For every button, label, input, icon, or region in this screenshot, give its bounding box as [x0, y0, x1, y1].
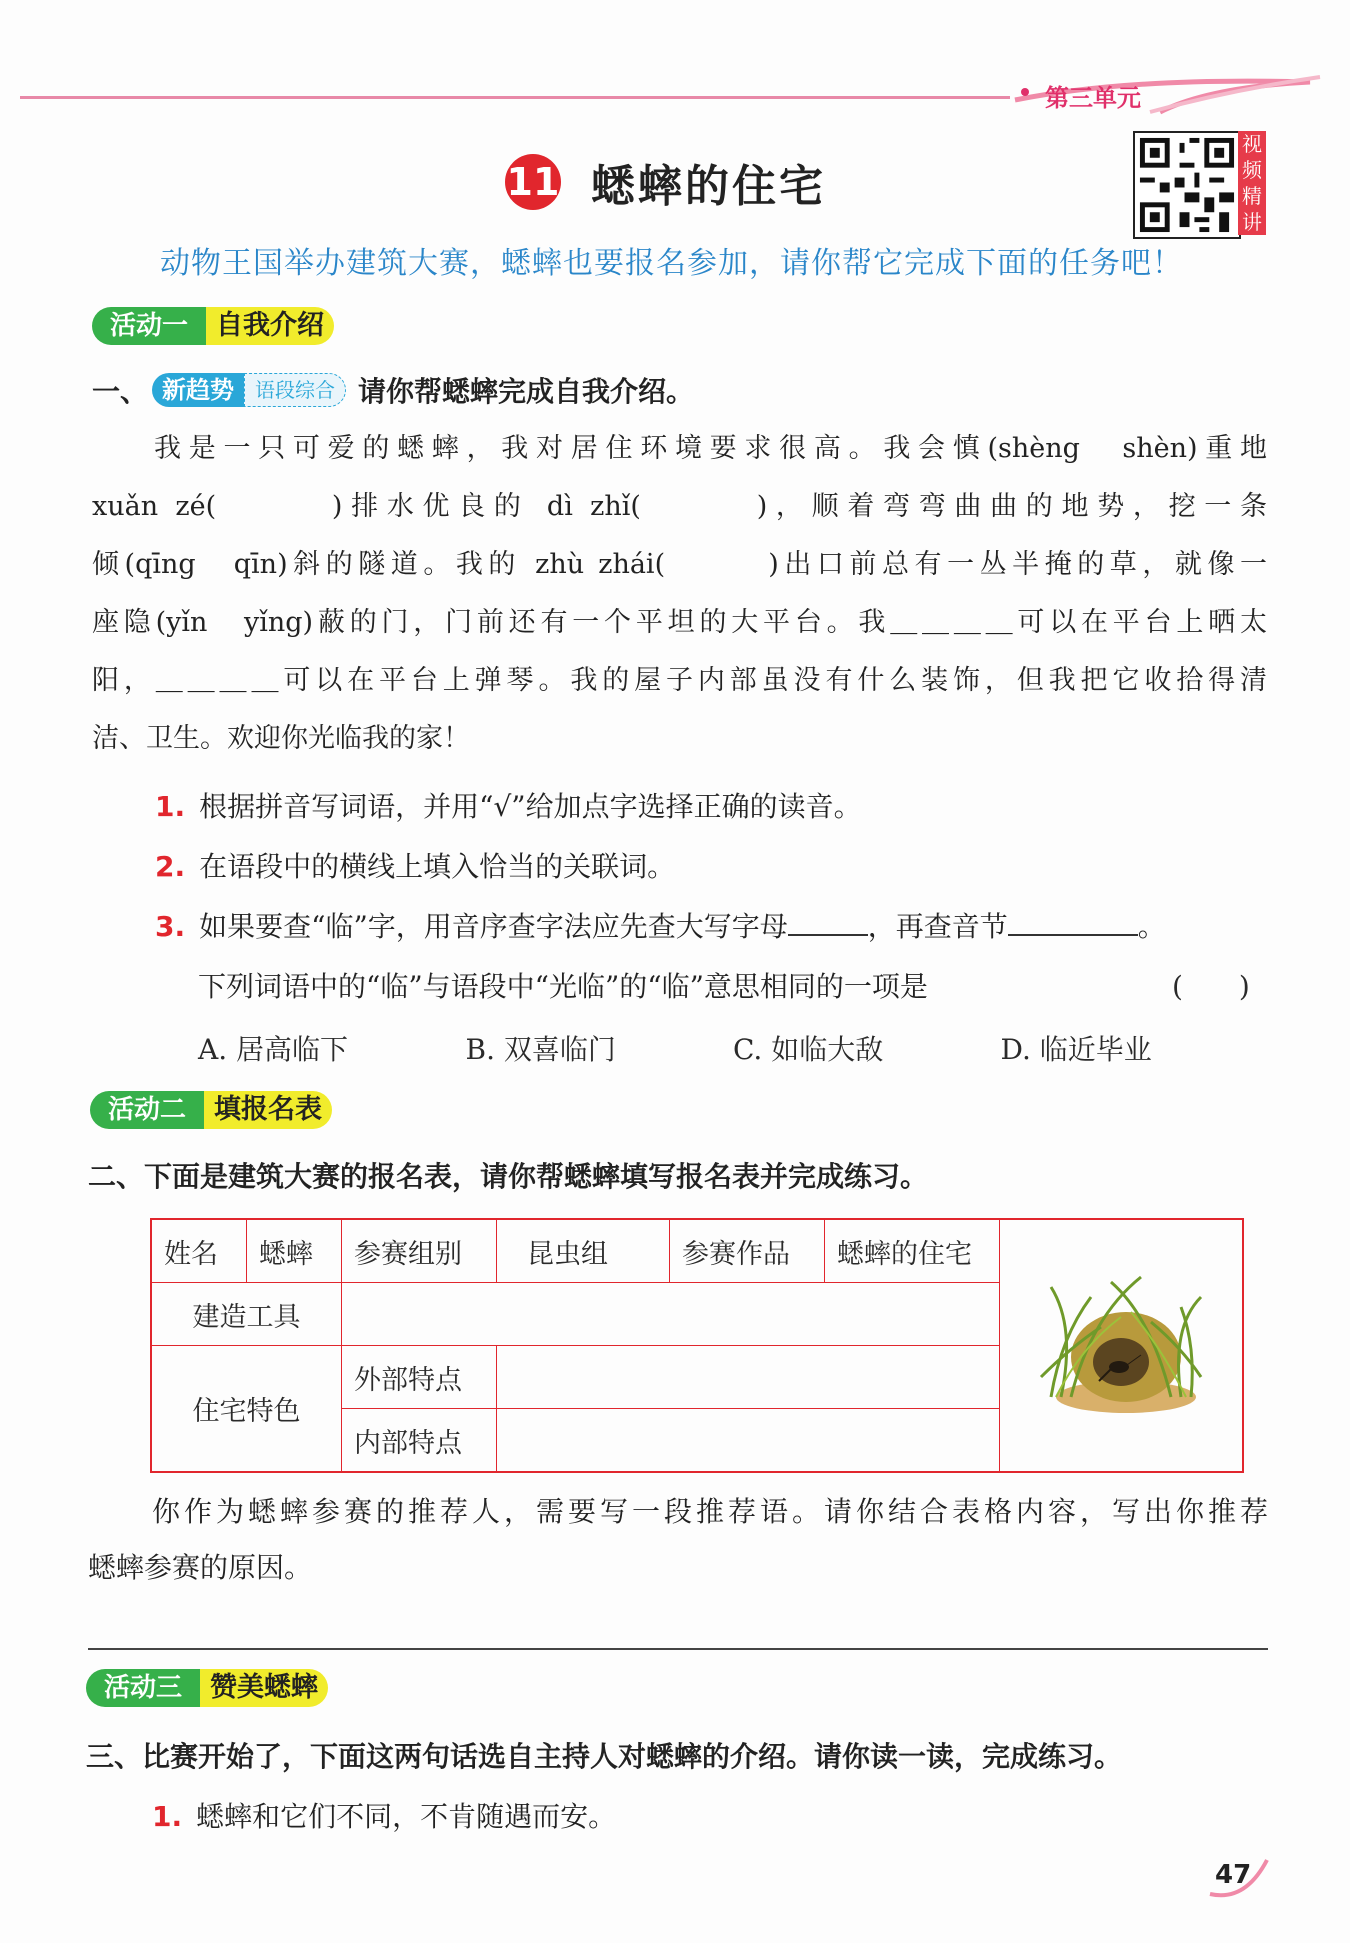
activity-1-header	[92, 306, 334, 346]
passage-line: 座隐(yǐn yǐng)蔽的门，门前还有一个平坦的大平台。我＿＿＿＿可以在平台上晒太	[92, 607, 1267, 638]
option-c[interactable]: C. 如临大敌	[733, 1033, 884, 1066]
item-number: 1.	[155, 790, 186, 823]
question-1-prefix: 一、	[92, 375, 149, 408]
activity-1-pill: 活动一	[92, 307, 206, 345]
lesson-number: 11	[505, 154, 561, 210]
activity-2-pill: 活动二	[90, 1091, 204, 1129]
item-text: 蟋蟀和它们不同，不肯随遇而安。	[196, 1800, 617, 1833]
passage-line: 阳，＿＿＿＿可以在平台上弹琴。我的屋子内部虽没有什么装饰，但我把它收拾得清	[92, 665, 1267, 696]
qr-code-icon[interactable]	[1133, 131, 1241, 239]
item-text: 。	[1137, 910, 1166, 943]
prompt-line: 蟋蟀参赛的原因。	[88, 1551, 313, 1584]
page-number: 47	[1215, 1860, 1252, 1890]
cell-tool-label: 建造工具	[151, 1283, 342, 1346]
q1-item-2	[155, 845, 675, 885]
cell-inner-label: 内部特点	[342, 1409, 497, 1473]
activity-1-name: 自我介绍	[206, 307, 334, 345]
cell-feature-label: 住宅特色	[151, 1346, 342, 1473]
recommendation-prompt	[88, 1484, 1268, 1596]
passage-line: xuǎn zé( )排水优良的 dì zhǐ( )，顺着弯弯曲曲的地势，挖一条	[92, 491, 1267, 522]
unit-label: 第三单元	[1045, 84, 1141, 112]
passage	[92, 420, 1267, 768]
grass-burrow-image	[1031, 1257, 1211, 1427]
cell-group-label: 参赛组别	[342, 1219, 497, 1283]
item-text: 根据拼音写词语，并用“√”给加点字选择正确的读音。	[199, 790, 862, 823]
activity-3-header	[86, 1668, 328, 1708]
activity-3-pill: 活动三	[86, 1669, 200, 1707]
item-text: 如果要查“临”字，用音序查字法应先查大写字母	[199, 910, 788, 943]
activity-2-name: 填报名表	[204, 1091, 332, 1129]
cell-work-value: 蟋蟀的住宅	[825, 1219, 1000, 1283]
trend-badge	[152, 373, 346, 407]
item-number: 2.	[155, 850, 186, 883]
badge-main: 新趋势	[152, 373, 244, 407]
cell-inner-input[interactable]	[497, 1409, 1000, 1473]
option-a[interactable]: A. 居高临下	[198, 1033, 349, 1066]
lesson-name: 蟋蟀的住宅	[591, 161, 826, 212]
item-text: 在语段中的横线上填入恰当的关联词。	[199, 850, 676, 883]
q1-item-1	[155, 785, 862, 825]
answer-blank[interactable]	[1008, 908, 1138, 936]
cricket-house-illustration	[1000, 1219, 1244, 1472]
header-line	[20, 96, 1010, 99]
lesson-title	[505, 150, 826, 214]
item-number: 3.	[155, 910, 186, 943]
registration-table	[150, 1218, 1244, 1473]
option-b[interactable]: B. 双喜临门	[465, 1033, 616, 1066]
passage-line: 倾(qīng qīn)斜的隧道。我的 zhù zhái( )出口前总有一丛半掩的草，就像一	[92, 549, 1267, 580]
answer-blank[interactable]	[788, 908, 868, 936]
choice-options	[198, 1028, 1268, 1068]
passage-line: 我是一只可爱的蟋蟀，我对居住环境要求很高。我会慎(shèng shèn)重地	[154, 433, 1267, 464]
item-number: 1.	[152, 1800, 183, 1833]
q3-item-1	[152, 1795, 616, 1835]
question-2-heading: 二、下面是建筑大赛的报名表，请你帮蟋蟀填写报名表并完成练习。	[88, 1160, 929, 1193]
answer-writing-line[interactable]	[88, 1648, 1268, 1650]
option-d[interactable]: D. 临近毕业	[1000, 1033, 1152, 1066]
answer-paren[interactable]: ( )	[1172, 970, 1250, 1003]
passage-line: 洁、卫生。欢迎你光临我的家！	[92, 723, 470, 754]
cell-outer-label: 外部特点	[342, 1346, 497, 1409]
cell-work-label: 参赛作品	[670, 1219, 825, 1283]
intro-text: 动物王国举办建筑大赛，蟋蟀也要报名参加，请你帮它完成下面的任务吧！	[160, 246, 1183, 281]
q1-item-3-line2: 下列词语中的“临”与语段中“光临”的“临”意思相同的一项是	[198, 970, 928, 1003]
cell-name-label: 姓名	[151, 1219, 247, 1283]
question-1-heading	[92, 370, 694, 410]
item-text: ，再查音节	[867, 910, 1008, 943]
activity-2-header	[90, 1090, 332, 1130]
cell-group-value: 昆虫组	[497, 1219, 670, 1283]
prompt-line: 你作为蟋蟀参赛的推荐人，需要写一段推荐语。请你结合表格内容，写出你推荐	[152, 1495, 1268, 1528]
cell-tool-input[interactable]	[342, 1283, 1000, 1346]
cell-outer-input[interactable]	[497, 1346, 1000, 1409]
q1-item-3	[155, 905, 1166, 945]
question-1-text: 请你帮蟋蟀完成自我介绍。	[358, 375, 695, 408]
badge-sub: 语段综合	[244, 373, 346, 407]
video-tag: 视频精讲	[1238, 131, 1266, 235]
activity-3-name: 赞美蟋蟀	[200, 1669, 328, 1707]
cell-name-value: 蟋蟀	[247, 1219, 342, 1283]
question-3-heading: 三、比赛开始了，下面这两句话选自主持人对蟋蟀的介绍。请你读一读，完成练习。	[86, 1740, 1123, 1773]
